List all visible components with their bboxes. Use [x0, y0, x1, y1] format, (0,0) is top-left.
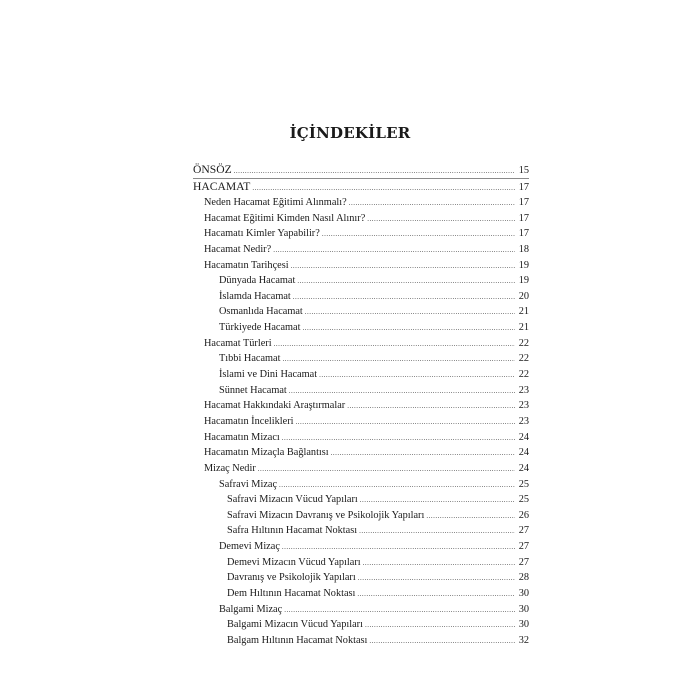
dot-leader	[293, 290, 515, 306]
toc-entry	[193, 461, 529, 477]
dot-leader	[252, 180, 515, 197]
toc-entry	[193, 617, 529, 633]
toc-entry-page-number: 17	[518, 212, 529, 224]
toc-entry-page-number: 17	[518, 228, 529, 240]
toc-entry-page-number: 27	[518, 525, 529, 537]
toc-entry	[193, 258, 529, 274]
toc-entry-label: Hacamat Eğitimi Kimden Nasıl Alınır?	[204, 212, 366, 224]
toc-entry	[193, 162, 529, 179]
toc-entry	[193, 383, 529, 399]
toc-entry	[193, 523, 529, 539]
toc-entry	[193, 242, 529, 258]
toc-entry-page-number: 17	[518, 181, 529, 193]
toc-entry-page-number: 30	[518, 588, 529, 600]
toc-entry	[193, 179, 529, 196]
toc-entry-label: Balgami Mizaç	[219, 603, 283, 615]
toc-entry-label: İslamda Hacamat	[219, 290, 291, 302]
toc-entry-page-number: 21	[518, 322, 529, 334]
toc-entry	[193, 367, 529, 383]
toc-entry-label: Dünyada Hacamat	[219, 275, 296, 287]
toc-entry-page-number: 27	[518, 556, 529, 568]
page-title: İÇİNDEKİLER	[289, 124, 411, 142]
toc-entry-page-number: 23	[518, 384, 529, 396]
toc-entry	[193, 320, 529, 336]
dot-leader	[274, 337, 515, 353]
dot-leader	[282, 431, 515, 447]
dot-leader	[282, 352, 515, 368]
dot-leader	[282, 540, 515, 556]
toc-entry	[193, 226, 529, 242]
toc-entry-page-number: 19	[518, 275, 529, 287]
toc-entry	[193, 492, 529, 508]
toc-entry	[193, 304, 529, 320]
dot-leader	[426, 509, 515, 525]
toc-entry-label: Safra Hıltının Hacamat Noktası	[227, 525, 358, 537]
toc-entry	[193, 633, 529, 649]
toc-entry	[193, 351, 529, 367]
toc-entry	[193, 195, 529, 211]
toc-entry-page-number: 20	[518, 290, 529, 302]
toc-entry-label: Neden Hacamat Eğitimi Alınmalı?	[204, 197, 347, 208]
toc-entry-label: ÖNSÖZ	[193, 163, 232, 176]
toc-entry	[193, 477, 529, 493]
toc-entry	[193, 211, 529, 227]
dot-leader	[297, 274, 515, 290]
toc-entry-page-number: 23	[518, 400, 529, 412]
toc-entry-label: İslami ve Dini Hacamat	[219, 369, 318, 381]
toc-entry-label: Demevi Mizacın Vücud Yapıları	[227, 556, 361, 568]
toc-entry	[193, 539, 529, 555]
table-of-contents	[193, 162, 529, 649]
toc-entry-label: Mizaç Nedir	[204, 462, 256, 474]
toc-entry-page-number: 25	[518, 494, 529, 506]
toc-entry-label: Dem Hıltının Hacamat Noktası	[227, 588, 356, 600]
toc-entry-page-number: 26	[518, 509, 529, 521]
toc-entry-label: Tıbbi Hacamat	[219, 353, 281, 365]
dot-leader	[322, 227, 515, 243]
toc-entry-label: Hacamatın İncelikleri	[204, 415, 294, 427]
toc-entry-label: Sünnet Hacamat	[219, 384, 287, 396]
toc-entry-page-number: 21	[518, 306, 529, 318]
toc-entry-page-number: 32	[518, 634, 529, 646]
toc-entry-page-number: 22	[518, 337, 529, 349]
dot-leader	[357, 587, 515, 603]
toc-entry-label: Safravi Mizacın Vücud Yapıları	[227, 494, 358, 506]
toc-entry-page-number: 24	[518, 462, 529, 474]
dot-leader	[347, 399, 515, 415]
toc-entry-label: Balgami Mizacın Vücud Yapıları	[227, 619, 363, 631]
dot-leader	[295, 415, 515, 431]
toc-entry-label: Hacamatın Mizacı	[204, 431, 280, 443]
toc-entry	[193, 445, 529, 461]
toc-entry-label: Demevi Mizaç	[219, 541, 280, 553]
dot-leader	[289, 384, 515, 400]
dot-leader	[358, 571, 515, 587]
toc-entry-page-number: 15	[518, 165, 529, 176]
toc-entry-page-number: 17	[518, 197, 529, 208]
toc-entry-label: Balgam Hıltının Hacamat Noktası	[227, 634, 368, 646]
dot-leader	[369, 634, 515, 650]
dot-leader	[365, 618, 515, 634]
toc-entry-label: Hacamatın Mizaçla Bağlantısı	[204, 447, 329, 459]
toc-entry-label: Safravi Mizaç	[219, 478, 278, 490]
dot-leader	[319, 368, 515, 384]
toc-entry-page-number: 22	[518, 369, 529, 381]
toc-entry-label: HACAMAT	[193, 179, 251, 193]
toc-entry-page-number: 22	[518, 353, 529, 365]
dot-leader	[234, 163, 515, 180]
toc-entry-label: Hacamat Türleri	[204, 337, 272, 349]
toc-entry-page-number: 18	[518, 243, 529, 255]
toc-entry	[193, 508, 529, 524]
toc-entry	[193, 555, 529, 571]
dot-leader	[331, 446, 515, 462]
toc-entry-page-number: 30	[518, 619, 529, 631]
toc-entry-label: Türkiyede Hacamat	[219, 322, 301, 334]
dot-leader	[273, 243, 515, 259]
toc-entry-label: Hacamat Nedir?	[204, 243, 272, 255]
dot-leader	[279, 478, 515, 494]
dot-leader	[291, 259, 515, 275]
toc-entry-label: Osmanlıda Hacamat	[219, 306, 303, 318]
toc-entry-page-number: 25	[518, 478, 529, 490]
toc-entry-page-number: 23	[518, 415, 529, 427]
toc-entry-label: Hacamat Hakkındaki Araştırmalar	[204, 400, 346, 412]
toc-entry-label: Davranış ve Psikolojik Yapıları	[227, 572, 356, 584]
toc-entry	[193, 602, 529, 618]
toc-entry	[193, 273, 529, 289]
toc-entry	[193, 414, 529, 430]
toc-entry-label: Safravi Mizacın Davranış ve Psikolojik Yapıları	[227, 509, 425, 521]
toc-entry-page-number: 30	[518, 603, 529, 615]
dot-leader	[363, 556, 515, 572]
toc-entry	[193, 570, 529, 586]
dot-leader	[360, 493, 515, 509]
toc-entry-page-number: 28	[518, 572, 529, 584]
dot-leader	[305, 305, 515, 321]
toc-entry	[193, 336, 529, 352]
dot-leader	[302, 321, 515, 337]
dot-leader	[349, 196, 515, 212]
toc-entry	[193, 398, 529, 414]
toc-entry	[193, 586, 529, 602]
toc-entry	[193, 430, 529, 446]
dot-leader	[284, 603, 515, 619]
dot-leader	[367, 212, 515, 228]
toc-entry-page-number: 24	[518, 431, 529, 443]
toc-entry-label: Hacamatı Kimler Yapabilir?	[204, 228, 320, 240]
toc-entry-label: Hacamatın Tarihçesi	[204, 259, 289, 271]
dot-leader	[258, 462, 515, 478]
toc-entry-page-number: 24	[518, 447, 529, 459]
dot-leader	[359, 524, 515, 540]
toc-entry-page-number: 19	[518, 259, 529, 271]
toc-entry	[193, 289, 529, 305]
toc-entry-page-number: 27	[518, 541, 529, 553]
